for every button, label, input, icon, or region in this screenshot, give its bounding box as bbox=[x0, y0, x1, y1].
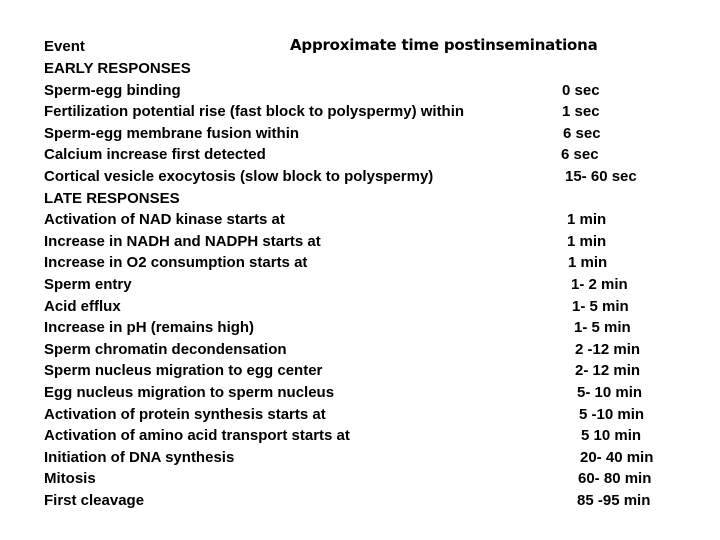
time-cell: 85 -95 min bbox=[577, 491, 651, 509]
event-cell: Egg nucleus migration to sperm nucleus bbox=[44, 383, 335, 401]
table-row bbox=[0, 490, 720, 512]
time-cell: 1 min bbox=[567, 211, 607, 229]
table-row bbox=[0, 209, 720, 231]
time-cell: 1- 5 min bbox=[572, 297, 629, 315]
time-cell: 1- 2 min bbox=[571, 275, 628, 293]
time-cell: 6 sec bbox=[561, 146, 599, 164]
event-cell: Cortical vesicle exocytosis (slow block to polyspermy) bbox=[44, 167, 434, 185]
table-row bbox=[0, 80, 720, 102]
time-cell: 5- 10 min bbox=[577, 383, 643, 401]
event-cell: Sperm-egg membrane fusion within bbox=[44, 124, 300, 142]
time-cell: 2- 12 min bbox=[575, 362, 641, 380]
table-row bbox=[0, 425, 720, 447]
event-cell: Sperm entry bbox=[44, 275, 132, 293]
table-row bbox=[0, 296, 720, 318]
event-cell: Fertilization potential rise (fast block to polyspermy) within bbox=[44, 103, 465, 121]
table-row bbox=[0, 166, 720, 188]
time-cell: 0 sec bbox=[562, 81, 600, 99]
event-cell: Calcium increase first detected bbox=[44, 146, 266, 164]
event-column-header: Event bbox=[44, 38, 85, 55]
table-row bbox=[0, 252, 720, 274]
event-cell: Increase in O2 consumption starts at bbox=[44, 254, 308, 272]
event-cell: Initiation of DNA synthesis bbox=[44, 448, 235, 466]
event-cell: Activation of protein synthesis starts at bbox=[44, 405, 326, 423]
table-row bbox=[0, 274, 720, 296]
event-cell: Mitosis bbox=[44, 470, 96, 488]
time-cell: 60- 80 min bbox=[578, 470, 652, 488]
event-cell: Increase in NADH and NADPH starts at bbox=[44, 232, 321, 250]
event-cell: EARLY RESPONSES bbox=[44, 60, 191, 77]
time-cell: 1 sec bbox=[562, 103, 600, 121]
table-row bbox=[0, 339, 720, 361]
event-cell: Activation of amino acid transport starts at bbox=[44, 427, 350, 445]
event-cell: First cleavage bbox=[44, 491, 145, 509]
event-cell: Sperm chromatin decondensation bbox=[44, 340, 287, 358]
time-cell: 2 -12 min bbox=[575, 340, 641, 358]
time-cell: 5 -10 min bbox=[579, 405, 645, 423]
table-row bbox=[0, 468, 720, 490]
time-cell: 1- 5 min bbox=[574, 319, 631, 337]
events-table bbox=[0, 58, 720, 511]
time-cell: 6 sec bbox=[563, 124, 601, 142]
event-cell: LATE RESPONSES bbox=[44, 189, 180, 207]
time-column-header: Approximate time postinseminationa bbox=[290, 36, 598, 54]
table-row bbox=[0, 317, 720, 339]
event-cell: Activation of NAD kinase starts at bbox=[44, 211, 285, 229]
table-row bbox=[0, 144, 720, 166]
table-row bbox=[0, 231, 720, 253]
table-row bbox=[0, 188, 720, 210]
event-cell: Increase in pH (remains high) bbox=[44, 319, 255, 337]
table-row bbox=[0, 447, 720, 469]
table-row bbox=[0, 360, 720, 382]
table-row bbox=[0, 58, 720, 80]
time-cell: 1 min bbox=[568, 254, 608, 272]
event-cell: Acid efflux bbox=[44, 297, 121, 315]
time-cell: 5 10 min bbox=[581, 427, 642, 445]
time-cell: 15- 60 sec bbox=[565, 167, 637, 185]
table-row bbox=[0, 404, 720, 426]
time-cell: 20- 40 min bbox=[580, 448, 654, 466]
table-row bbox=[0, 101, 720, 123]
event-cell: Sperm nucleus migration to egg center bbox=[44, 362, 323, 380]
time-cell: 1 min bbox=[567, 232, 607, 250]
table-row bbox=[0, 382, 720, 404]
table-row bbox=[0, 123, 720, 145]
event-cell: Sperm-egg binding bbox=[44, 81, 181, 99]
